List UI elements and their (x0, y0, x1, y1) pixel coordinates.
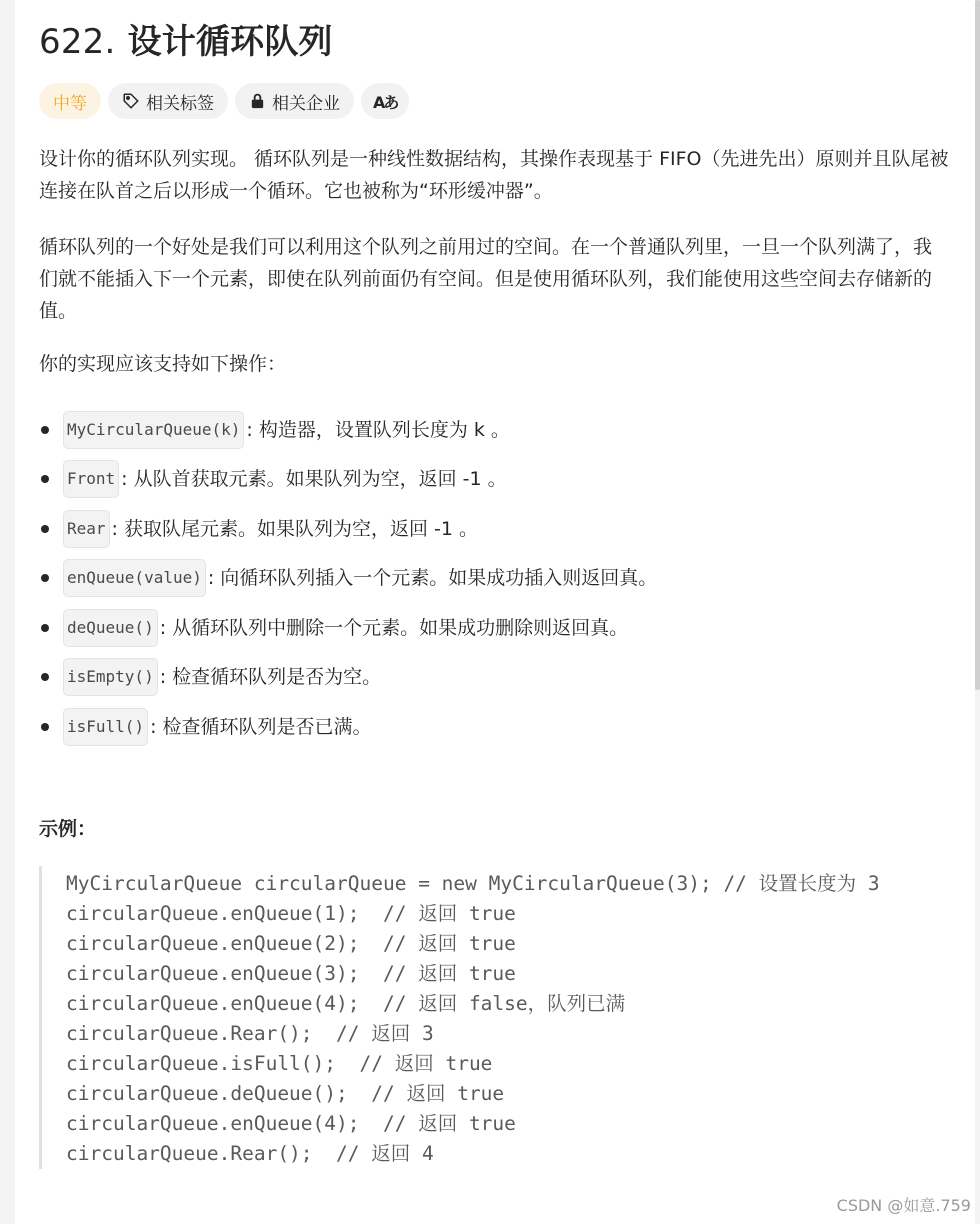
inline-code: isEmpty() (63, 658, 158, 696)
code-line: circularQueue.enQueue(4); // 返回 false，队列已满 (66, 992, 626, 1015)
operation-description: : 检查循环队列是否已满。 (150, 715, 372, 738)
scrollbar[interactable] (975, 0, 980, 1224)
inline-code: Front (63, 460, 119, 498)
problem-description-panel (15, 0, 975, 1224)
description-paragraph-3: 你的实现应该支持如下操作： (39, 353, 287, 375)
code-line: circularQueue.enQueue(4); // 返回 true (66, 1112, 516, 1135)
bullet-icon (41, 426, 49, 434)
list-item (39, 405, 949, 455)
code-line: circularQueue.enQueue(2); // 返回 true (66, 932, 516, 955)
related-companies-button[interactable] (235, 83, 354, 119)
code-line: MyCircularQueue circularQueue = new MyCircularQueue(3); // 设置长度为 3 (66, 872, 880, 895)
code-line: circularQueue.isFull(); // 返回 true (66, 1052, 493, 1075)
inline-code: deQueue() (63, 609, 158, 647)
operation-description: : 向循环队列插入一个元素。如果成功插入则返回真。 (207, 567, 658, 590)
operation-description: : 检查循环队列是否为空。 (159, 666, 382, 689)
list-item (39, 702, 949, 752)
tag-icon (122, 92, 140, 110)
description-paragraph-2: 循环队列的一个好处是我们可以利用这个队列之前用过的空间。在一个普通队列里，一旦一个队列满了，我们就不能插入下一个元素，即使在队列前面仍有空间。但是使用循环队列，我们能使用这些空间去存储新的值。 (39, 236, 933, 322)
example-code-block[interactable] (39, 866, 959, 1169)
code-line: circularQueue.Rear(); // 返回 3 (66, 1022, 434, 1045)
related-companies-label: 相关企业 (272, 93, 340, 114)
difficulty-label: 中等 (53, 93, 87, 114)
bullet-icon (41, 574, 49, 582)
page-title (39, 14, 333, 63)
watermark: CSDN @如意.759 (836, 1196, 971, 1215)
example-heading: 示例： (39, 818, 97, 840)
difficulty-badge (39, 83, 101, 119)
code-line: circularQueue.deQueue(); // 返回 true (66, 1082, 505, 1105)
list-item (39, 455, 949, 505)
bullet-icon (41, 673, 49, 681)
operation-description: : 获取队尾元素。如果队列为空，返回 -1 。 (111, 517, 478, 540)
bullet-icon (41, 723, 49, 731)
inline-code: MyCircularQueue(k) (63, 411, 244, 449)
bullet-icon (41, 525, 49, 533)
inline-code: isFull() (63, 708, 148, 746)
code-line: circularQueue.enQueue(1); // 返回 true (66, 902, 516, 925)
related-tags-button[interactable] (108, 83, 228, 119)
inline-code: Rear (63, 510, 110, 548)
problem-number: 622. (39, 22, 116, 62)
description-paragraph-1: 设计你的循环队列实现。 循环队列是一种线性数据结构，其操作表现基于 FIFO（先进先出）原则并且队尾被连接在队首之后以形成一个循环。它也被称为“环形缓冲器”。 (39, 148, 949, 202)
bullet-icon (41, 624, 49, 632)
operation-description: : 从队首获取元素。如果队列为空，返回 -1 。 (121, 468, 507, 491)
inline-code: enQueue(value) (63, 559, 206, 597)
translate-button[interactable] (361, 83, 409, 119)
operations-list (39, 405, 949, 752)
operation-description: : 构造器，设置队列长度为 k 。 (246, 418, 510, 441)
lock-icon (249, 92, 266, 110)
list-item (39, 504, 949, 554)
operation-description: : 从循环队列中删除一个元素。如果成功删除则返回真。 (159, 616, 629, 639)
translate-icon: Aあ (373, 92, 398, 112)
problem-title: 设计循环队列 (127, 22, 333, 62)
code-line: circularQueue.enQueue(3); // 返回 true (66, 962, 516, 985)
scrollbar-thumb[interactable] (975, 0, 980, 690)
list-item (39, 653, 949, 703)
list-item (39, 603, 949, 653)
list-item (39, 554, 949, 604)
bullet-icon (41, 475, 49, 483)
code-line: circularQueue.Rear(); // 返回 4 (66, 1142, 434, 1165)
related-tags-label: 相关标签 (146, 93, 214, 114)
tag-bar (39, 83, 409, 119)
